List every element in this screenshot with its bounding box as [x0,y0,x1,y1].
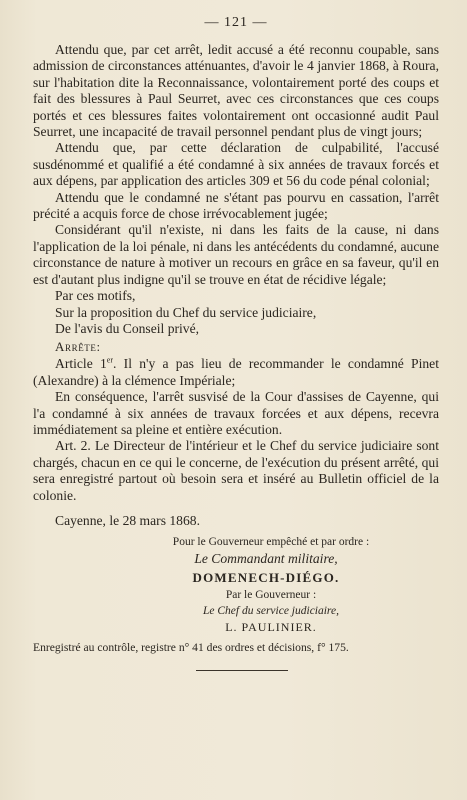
order-line: Pour le Gouverneur empêché et par ordre : [172,535,370,548]
article-1-sup: er [106,355,114,365]
registry-line: Enregistré au contrôle, registre n° 41 des ordres et décisions, f° 175. [33,640,349,654]
line-proposition: Sur la proposition du Chef du service judiciaire, [55,304,317,320]
paragraph-consequence: En conséquence, l'arrêt susvisé de la Cour d'assises de Cayenne, qui l'a condamné à six années de travaux forcées et aux dépens, recevra immédiatement sa pleine et entière exécution. [33,389,439,437]
closing-rule [196,670,288,671]
article-1-prefix: Article 1 [55,356,107,372]
commandant-title: Le Commandant militaire, [194,550,338,566]
paragraph-attendu-1: Attendu que, par cet arrêt, ledit accusé a été reconnu coupable, sans admission de circonstances atténuantes, d'avoir le 4 janvier 1868, à Roura, sur l'habitation dite la Reconnaissance, volontairement porté des coups et fait des blessures à Paul Seurret, avec ces circonstances que ces coups portés et ces blessures faites volontairement ont occasionné audit Paul Seurret, une incapacité de travail personnel pendant plus de vingt jours; [33,42,439,140]
arrete-heading: Arrête: [55,339,101,355]
commandant-name: DOMENECH-DIÉGO. [192,569,340,585]
paragraph-article-1 [33,356,439,389]
chef-title: Le Chef du service judiciaire, [203,604,339,617]
paragraph-attendu-3: Attendu que le condamné ne s'étant pas pourvu en cassation, l'arrêt précité a acquis force de chose irrévocablement jugée; [33,189,439,222]
by-governor-line: Par le Gouverneur : [225,588,317,601]
paragraph-attendu-2: Attendu que, par cette déclaration de culpabilité, l'accusé susdénommé et qualifié a été condamné à six années de travaux forcés et aux dépens, par application des articles 309 et 56 du code pénal colonial; [33,140,439,189]
page-number: — 121 — [204,15,268,30]
paragraph-article-2: Art. 2. Le Directeur de l'intérieur et le Chef du service judiciaire sont chargés, chacun en ce qui le concerne, de l'exécution du présent arrêté, qui sera enregistré partout où besoin sera et inséré au Bulletin officiel de la colonie. [33,438,439,503]
line-avis-conseil: De l'avis du Conseil privé, [55,320,200,336]
chef-name: L. PAULINIER. [225,619,317,634]
line-par-ces-motifs: Par ces motifs, [55,288,136,304]
date-line: Cayenne, le 28 mars 1868. [55,512,200,528]
article-1-text: . Il n'y a pas lieu de recommander le condamné Pinet (Alexandre) à la clémence Impériale; [33,356,439,388]
paragraph-considerant: Considérant qu'il n'existe, ni dans les faits de la cause, ni dans l'application de la loi pénale, ni dans les antécédents du condamné, aucune circonstance de nature à motiver un recours en grâce en sa faveur, qu'il en est d'autant plus indigne qu'il se trouve en état de récidive légale; [33,222,439,287]
